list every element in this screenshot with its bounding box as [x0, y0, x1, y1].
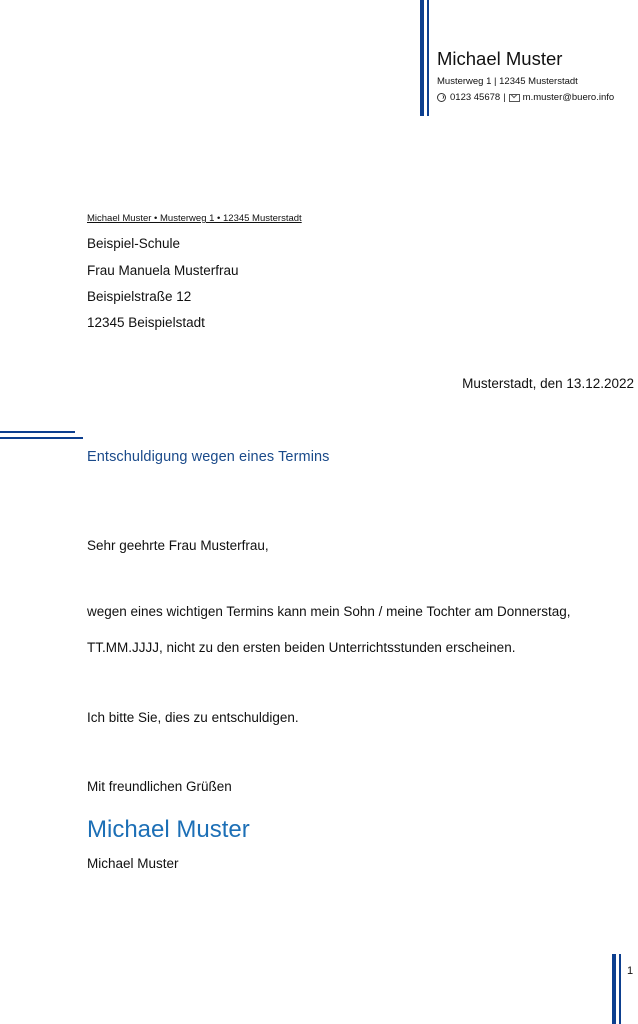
header-phone: 0123 45678 [450, 92, 501, 103]
recipient-line-4: 12345 Beispielstadt [87, 315, 205, 330]
body-paragraph-1-line-1: wegen eines wichtigen Termins kann mein Sohn / meine Tochter am Donnerstag, [87, 604, 571, 619]
letter-subject: Entschuldigung wegen eines Termins [87, 449, 330, 465]
recipient-line-3: Beispielstraße 12 [87, 289, 192, 304]
header-bar-thick [420, 0, 424, 116]
mail-icon [509, 94, 520, 102]
signature-printed-name: Michael Muster [87, 856, 179, 871]
closing: Mit freundlichen Grüßen [87, 779, 232, 794]
header-address: Musterweg 1 | 12345 Musterstadt [437, 76, 578, 87]
recipient-line-2: Frau Manuela Musterfrau [87, 263, 239, 278]
header-email: m.muster@buero.info [522, 92, 615, 103]
header-bar-thin [427, 0, 429, 116]
sender-line: Michael Muster • Musterweg 1 • 12345 Musterstadt [87, 213, 302, 224]
body-paragraph-1-line-2: TT.MM.JJJJ, nicht zu den ersten beiden Unterrichtsstunden erscheinen. [87, 640, 516, 655]
subject-marker-line-bottom [0, 437, 83, 439]
recipient-line-1: Beispiel-Schule [87, 236, 181, 251]
header-separator: | [503, 92, 506, 103]
body-paragraph-2: Ich bitte Sie, dies zu entschuldigen. [87, 710, 299, 725]
phone-icon [437, 93, 446, 102]
header-contact [437, 91, 614, 104]
letter-date: Musterstadt, den 13.12.2022 [462, 376, 634, 391]
subject-marker-line-top [0, 431, 75, 433]
salutation: Sehr geehrte Frau Musterfrau, [87, 538, 269, 553]
page-number: 1 [627, 965, 634, 977]
footer-bar-thick [612, 954, 616, 1024]
signature: Michael Muster [87, 816, 250, 843]
footer-bar-thin [619, 954, 621, 1024]
header-name: Michael Muster [437, 48, 563, 69]
